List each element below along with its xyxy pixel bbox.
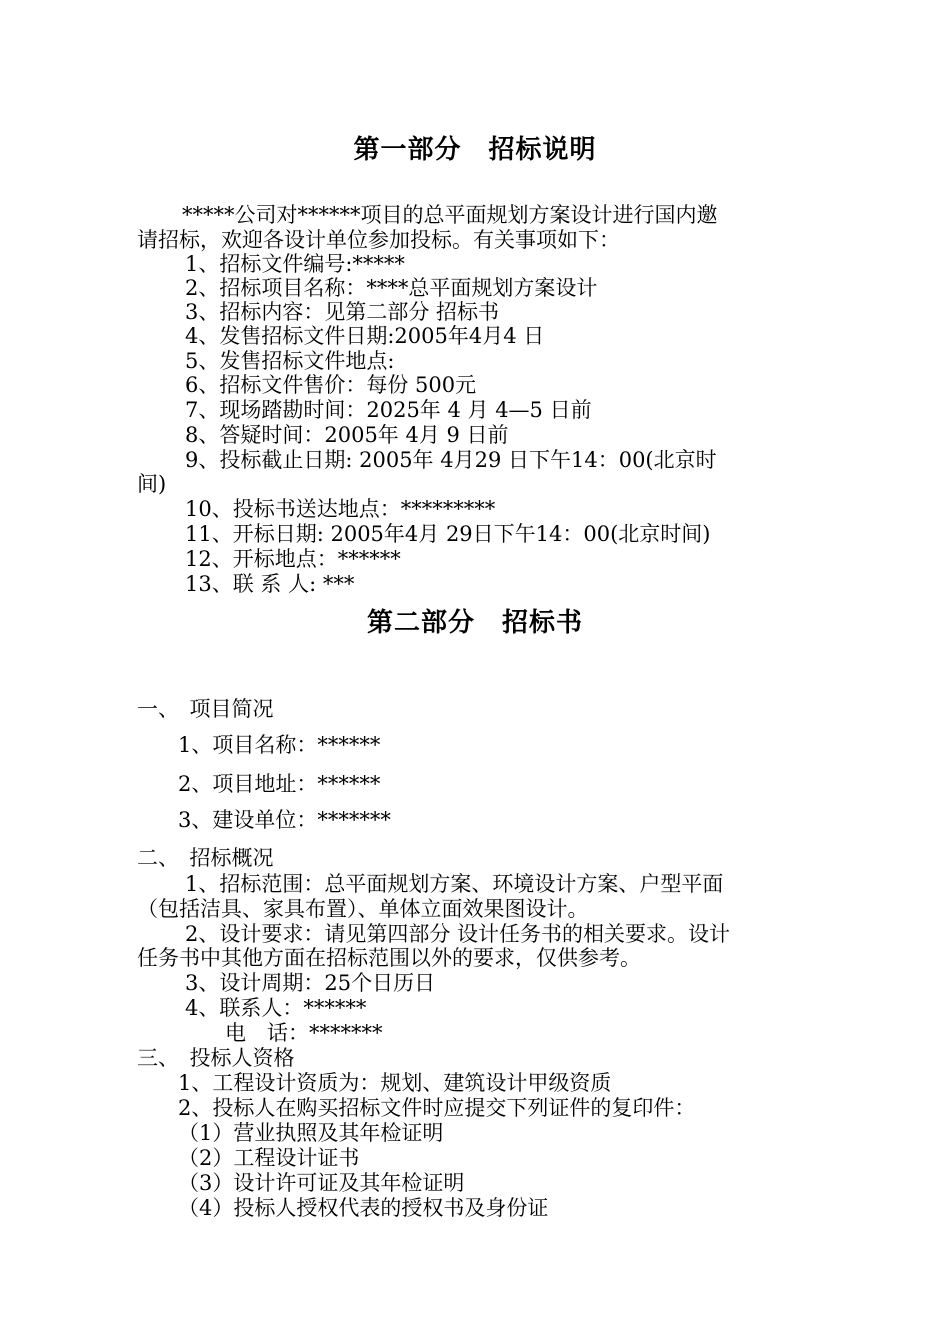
project-item: 3、建设单位：*******	[178, 808, 391, 832]
section-heading: 二、 招标概况	[137, 846, 274, 870]
overview-line: 电 话：*******	[225, 1021, 383, 1045]
intro-line-1: *****公司对******项目的总平面规划方案设计进行国内邀	[182, 203, 718, 227]
notice-item: 5、发售招标文件地点:	[185, 349, 395, 373]
notice-item-continuation: 间)	[137, 472, 167, 496]
notice-item: 4、发售招标文件日期:2005年4月4 日	[185, 324, 545, 348]
notice-item: 8、答疑时间：2005年 4月 9 日前	[185, 423, 509, 447]
intro-line-2: 请招标，欢迎各设计单位参加投标。有关事项如下：	[137, 228, 620, 252]
notice-item: 7、现场踏勘时间：2025年 4 月 4—5 日前	[185, 398, 592, 422]
qualification-line: （4）投标人授权代表的授权书及身份证	[178, 1196, 549, 1220]
section-heading: 一、 项目简况	[137, 697, 274, 721]
notice-item: 6、招标文件售价：每份 500元	[185, 373, 477, 397]
qualification-line: （1）营业执照及其年检证明	[178, 1121, 444, 1145]
qualification-line: 1、工程设计资质为：规划、建筑设计甲级资质	[178, 1071, 612, 1095]
overview-line: 4、联系人：******	[185, 996, 367, 1020]
part1-title: 第一部分 招标说明	[353, 135, 597, 165]
notice-item: 2、招标项目名称：****总平面规划方案设计	[185, 276, 598, 300]
qualification-line: （3）设计许可证及其年检证明	[178, 1171, 465, 1195]
notice-item: 3、招标内容：见第二部分 招标书	[185, 300, 500, 324]
section-heading: 三、 投标人资格	[137, 1046, 295, 1070]
overview-line: （包括洁具、家具布置）、单体立面效果图设计。	[137, 897, 589, 921]
overview-line: 1、招标范围：总平面规划方案、环境设计方案、户型平面	[185, 872, 724, 896]
overview-line: 2、设计要求：请见第四部分 设计任务书的相关要求。设计	[185, 922, 731, 946]
notice-item: 1、招标文件编号:*****	[185, 252, 405, 276]
notice-item: 13、联 系 人: ***	[185, 572, 355, 596]
notice-item: 12、开标地点：******	[185, 547, 401, 571]
qualification-line: （2）工程设计证书	[178, 1146, 360, 1170]
notice-item: 10、投标书送达地点：*********	[185, 497, 496, 521]
overview-line: 3、设计周期：25个日历日	[185, 971, 436, 995]
notice-item: 9、投标截止日期: 2005年 4月29 日下午14：00(北京时	[185, 448, 717, 472]
qualification-line: 2、投标人在购买招标文件时应提交下列证件的复印件：	[178, 1096, 696, 1120]
project-item: 2、项目地址：******	[178, 772, 381, 796]
project-item: 1、项目名称：******	[178, 733, 381, 757]
part2-title: 第二部分 招标书	[366, 608, 583, 638]
notice-item: 11、开标日期: 2005年4月 29日下午14：00(北京时间)	[185, 522, 711, 546]
overview-line: 任务书中其他方面在招标范围以外的要求，仅供参考。	[137, 946, 641, 970]
